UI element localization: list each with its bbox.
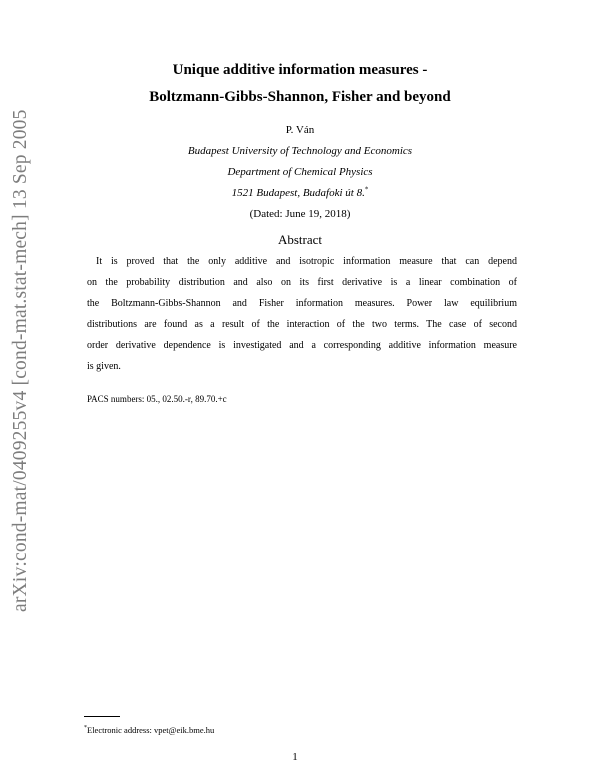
affiliation-department: Department of Chemical Physics (227, 166, 373, 178)
paper-title-line-1: Unique additive information measures - (172, 62, 428, 78)
pacs-numbers: PACS numbers: 05., 02.50.-r, 89.70.+c (87, 394, 227, 404)
abstract-line: It is proved that the only additive and isotropic information measure that can depend (96, 256, 517, 267)
abstract-heading: Abstract (277, 232, 323, 247)
affiliation-address (0, 187, 600, 199)
author-name: P. Ván (285, 124, 315, 136)
footnote-mark: * (84, 725, 87, 732)
abstract-line: on the probability distribution and also on its first derivative is a linear combination of (87, 277, 517, 288)
footnote-rule (84, 716, 120, 717)
abstract-line: is given. (87, 361, 121, 372)
affiliation-footnote-mark: * (364, 185, 369, 194)
abstract-line: order derivative dependence is investigated and a corresponding additive information measure (87, 340, 517, 351)
abstract-line: distributions are found as a result of the interaction of the two terms. The case of second (87, 319, 517, 330)
page-number: 1 (292, 751, 298, 763)
affiliation-university: Budapest University of Technology and Economics (187, 145, 413, 157)
affiliation-address-text: 1521 Budapest, Budafoki út 8. (231, 187, 365, 199)
footnote-text: Electronic address: vpet@eik.bme.hu (87, 725, 215, 735)
dated-line: (Dated: June 19, 2018) (249, 208, 351, 220)
paper-title-line-2: Boltzmann-Gibbs-Shannon, Fisher and beyond (149, 89, 451, 105)
footnote (84, 725, 214, 735)
abstract-line: the Boltzmann-Gibbs-Shannon and Fisher information measures. Power law equilibrium (87, 298, 517, 309)
arxiv-identifier-stamp: arXiv:cond-mat/0409255v4 [cond-mat.stat-mech] 13 Sep 2005 (10, 109, 31, 612)
